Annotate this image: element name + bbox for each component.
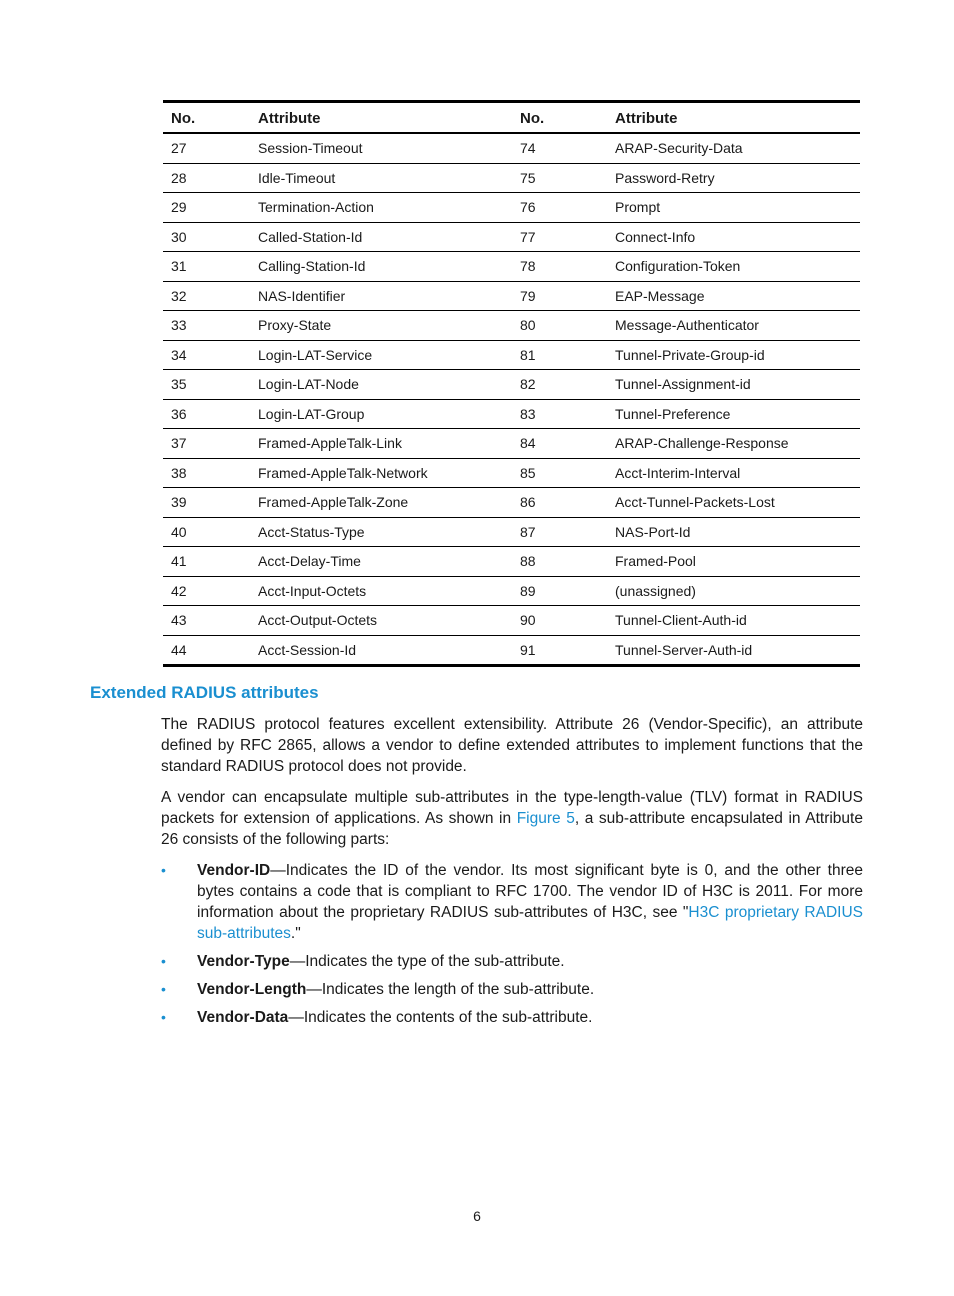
header-attribute-1: Attribute <box>250 102 512 134</box>
table-row <box>163 635 860 666</box>
cell-attribute: Configuration-Token <box>607 252 860 282</box>
cell-attribute: Tunnel-Private-Group-id <box>607 340 860 370</box>
section-heading: Extended RADIUS attributes <box>90 683 319 702</box>
table-row <box>163 488 860 518</box>
cell-attribute: NAS-Port-Id <box>607 517 860 547</box>
vendor-id-description-end: ." <box>290 925 301 942</box>
list-item <box>161 951 863 972</box>
cell-attribute: Message-Authenticator <box>607 311 860 341</box>
header-no-2: No. <box>512 102 607 134</box>
cell-no: 78 <box>512 252 607 282</box>
table-row <box>163 311 860 341</box>
bullet-icon: • <box>161 981 166 997</box>
paragraph-tlv <box>161 787 863 850</box>
cell-no: 41 <box>163 547 250 577</box>
table-row <box>163 193 860 223</box>
paragraph-extensibility: The RADIUS protocol features excellent extensibility. Attribute 26 (Vendor-Specific), an attribute defined by RFC 2865, allows a vendor to define extended attributes to implement functions that the standard RADIUS protocol does not provide. <box>161 716 863 775</box>
cell-attribute: EAP-Message <box>607 281 860 311</box>
table-header-row <box>163 102 860 134</box>
cell-no: 76 <box>512 193 607 223</box>
cell-no: 42 <box>163 576 250 606</box>
cell-no: 85 <box>512 458 607 488</box>
vendor-data-description: —Indicates the contents of the sub-attribute. <box>288 1009 593 1026</box>
table-row <box>163 281 860 311</box>
cell-attribute: Tunnel-Client-Auth-id <box>607 606 860 636</box>
paragraph-tlv-text-start: A vendor can encapsulate multiple sub-attributes in the type-length-value (TLV) format in RADIUS packets for extension of applications. As shown in <box>161 789 863 827</box>
table-row <box>163 606 860 636</box>
term-vendor-type: Vendor-Type <box>197 953 290 970</box>
vendor-type-description: —Indicates the type of the sub-attribute. <box>289 953 565 970</box>
cell-no: 83 <box>512 399 607 429</box>
list-item <box>161 1007 863 1028</box>
cell-no: 44 <box>171 641 187 658</box>
cell-attribute: Framed-AppleTalk-Network <box>250 458 512 488</box>
cell-no: 35 <box>163 370 250 400</box>
cell-no: 39 <box>163 488 250 518</box>
cell-no: 81 <box>512 340 607 370</box>
list-item <box>161 860 863 944</box>
cell-attribute: Session-Timeout <box>250 133 512 163</box>
vendor-length-description: —Indicates the length of the sub-attribute. <box>306 981 595 998</box>
table-row <box>163 517 860 547</box>
cell-attribute: Called-Station-Id <box>250 222 512 252</box>
table-row <box>163 340 860 370</box>
h3c-sub-attributes-link[interactable]: H3C proprietary RADIUS sub-attributes <box>197 904 863 942</box>
cell-no: 90 <box>512 606 607 636</box>
cell-no: 34 <box>163 340 250 370</box>
cell-no: 40 <box>163 517 250 547</box>
cell-attribute: Connect-Info <box>607 222 860 252</box>
table-row <box>163 133 860 163</box>
cell-no: 84 <box>512 429 607 459</box>
table-row <box>163 429 860 459</box>
cell-attribute: Prompt <box>607 193 860 223</box>
term-vendor-id: Vendor-ID <box>197 862 271 879</box>
cell-no: 37 <box>163 429 250 459</box>
cell-attribute: Tunnel-Server-Auth-id <box>615 641 753 658</box>
cell-attribute: Acct-Input-Octets <box>250 576 512 606</box>
cell-no: 27 <box>163 133 250 163</box>
table-row <box>163 576 860 606</box>
cell-attribute: Password-Retry <box>607 163 860 193</box>
cell-attribute: Framed-Pool <box>607 547 860 577</box>
cell-attribute: Login-LAT-Service <box>250 340 512 370</box>
cell-attribute: Acct-Session-Id <box>258 641 357 658</box>
table-row <box>163 163 860 193</box>
cell-attribute: Tunnel-Preference <box>607 399 860 429</box>
cell-attribute: Acct-Interim-Interval <box>607 458 860 488</box>
term-vendor-data: Vendor-Data <box>197 1009 289 1026</box>
header-attribute-2: Attribute <box>607 102 860 134</box>
cell-no: 89 <box>512 576 607 606</box>
cell-no: 87 <box>512 517 607 547</box>
table-row <box>163 370 860 400</box>
cell-no: 74 <box>512 133 607 163</box>
cell-attribute: Acct-Delay-Time <box>250 547 512 577</box>
cell-no: 31 <box>163 252 250 282</box>
cell-attribute: Framed-AppleTalk-Link <box>250 429 512 459</box>
cell-no: 79 <box>512 281 607 311</box>
cell-attribute: Acct-Tunnel-Packets-Lost <box>607 488 860 518</box>
cell-no: 75 <box>512 163 607 193</box>
cell-no: 28 <box>163 163 250 193</box>
table-row <box>163 458 860 488</box>
cell-attribute: ARAP-Challenge-Response <box>607 429 860 459</box>
cell-attribute: Acct-Output-Octets <box>250 606 512 636</box>
cell-attribute: ARAP-Security-Data <box>607 133 860 163</box>
cell-no: 33 <box>163 311 250 341</box>
radius-attributes-table <box>163 100 860 667</box>
section-body <box>161 714 863 1035</box>
cell-attribute: Tunnel-Assignment-id <box>607 370 860 400</box>
cell-attribute: Idle-Timeout <box>250 163 512 193</box>
cell-attribute: (unassigned) <box>607 576 860 606</box>
cell-attribute: Framed-AppleTalk-Zone <box>250 488 512 518</box>
cell-no: 86 <box>512 488 607 518</box>
figure-5-link[interactable]: Figure 5 <box>516 810 575 827</box>
vendor-id-description: —Indicates the ID of the vendor. Its most significant byte is 0, and the other three bytes contains a code that is compliant to RFC 1700. The vendor ID of H3C is 2011. For more information about the proprietary RADIUS sub-attributes of H3C, see " <box>197 862 863 921</box>
cell-attribute: Proxy-State <box>250 311 512 341</box>
cell-no: 32 <box>163 281 250 311</box>
paragraph-tlv-text-end: , a sub-attribute encapsulated in Attribute 26 consists of the following parts: <box>161 810 863 848</box>
cell-attribute: NAS-Identifier <box>250 281 512 311</box>
sub-attribute-parts-list <box>161 860 863 1028</box>
table-row <box>163 399 860 429</box>
table-row <box>163 547 860 577</box>
list-item <box>161 979 863 1000</box>
cell-no: 30 <box>163 222 250 252</box>
cell-attribute: Termination-Action <box>250 193 512 223</box>
term-vendor-length: Vendor-Length <box>197 981 307 998</box>
cell-no: 43 <box>163 606 250 636</box>
cell-no: 80 <box>512 311 607 341</box>
cell-attribute: Login-LAT-Group <box>250 399 512 429</box>
cell-no: 82 <box>512 370 607 400</box>
cell-attribute: Calling-Station-Id <box>250 252 512 282</box>
cell-no: 29 <box>163 193 250 223</box>
cell-no: 36 <box>163 399 250 429</box>
cell-no: 38 <box>163 458 250 488</box>
bullet-icon: • <box>161 862 166 878</box>
cell-attribute: Acct-Status-Type <box>250 517 512 547</box>
table-row <box>163 252 860 282</box>
header-no-1: No. <box>163 102 250 134</box>
cell-no: 91 <box>520 641 536 658</box>
cell-no: 77 <box>512 222 607 252</box>
bullet-icon: • <box>161 1009 166 1025</box>
page-number: 6 <box>473 1208 481 1224</box>
table-row <box>163 222 860 252</box>
bullet-icon: • <box>161 953 166 969</box>
cell-no: 88 <box>512 547 607 577</box>
cell-attribute: Login-LAT-Node <box>250 370 512 400</box>
